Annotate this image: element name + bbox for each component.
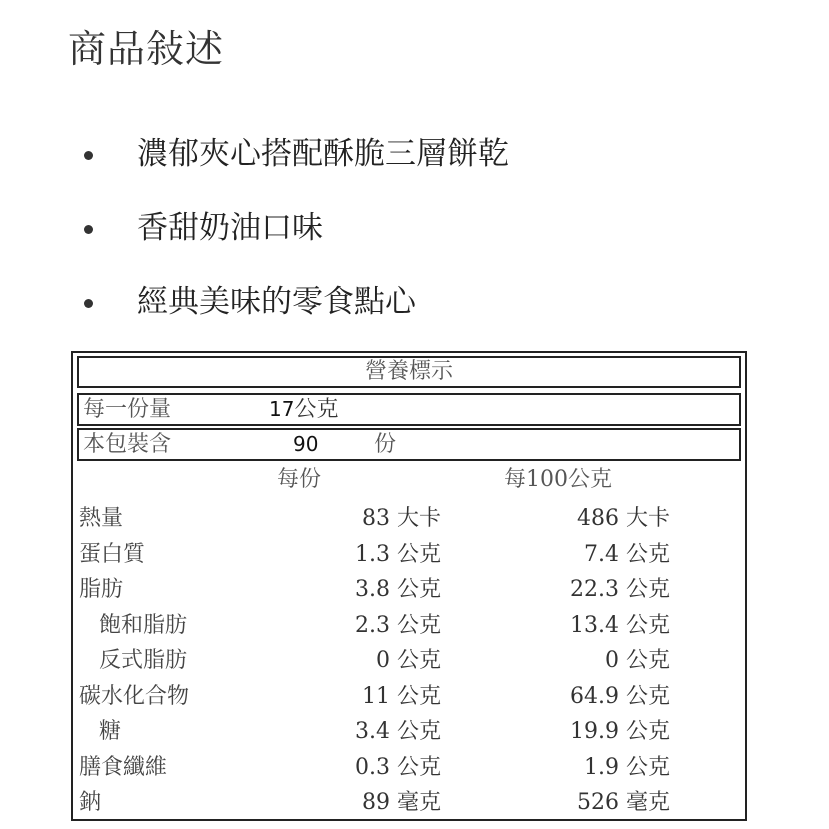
serving-size-unit: 公克: [294, 397, 339, 422]
per-serving-value: 3.4 公克: [355, 719, 441, 744]
per-100g-value: 526 毫克: [577, 790, 670, 815]
per-serving-value: 2.3 公克: [355, 612, 441, 638]
serving-size-number: 17: [269, 397, 295, 421]
nutrient-row-sugar: [73, 714, 745, 750]
bullet-icon: [84, 299, 93, 308]
nutrient-row-sodium: [73, 785, 745, 821]
nutrient-name: 飽和脂肪: [99, 612, 188, 638]
nutrient-name: 蛋白質: [79, 541, 146, 567]
nutrient-name: 熱量: [79, 506, 124, 531]
per-100g-value: 13.4 公克: [570, 612, 670, 638]
list-item: [80, 204, 780, 278]
nutrient-table: [73, 501, 745, 821]
feature-list: [80, 130, 780, 352]
list-item: [80, 278, 780, 352]
serving-size-value: [269, 395, 338, 424]
per-100g-value: 19.9 公克: [570, 719, 670, 744]
nutrition-facts-panel: [71, 351, 747, 821]
per-100g-value: 22.3 公克: [570, 577, 670, 602]
servings-count: 90: [293, 432, 319, 456]
serving-size-label: 每一份量: [83, 397, 172, 422]
list-item: [80, 130, 780, 204]
per-100g-value: 64.9 公克: [570, 683, 670, 709]
nutrient-row-dietary-fiber: [73, 750, 745, 786]
per-serving-value: 89 毫克: [362, 790, 441, 815]
feature-text: 濃郁夾心搭配酥脆三層餅乾: [137, 136, 509, 172]
per-100g-value: 1.9 公克: [584, 754, 670, 780]
nutrient-row-trans-fat: [73, 643, 745, 679]
servings-label: 本包裝含: [83, 432, 172, 457]
per-100g-value: 7.4 公克: [584, 541, 670, 567]
nutrient-row-protein: [73, 537, 745, 573]
nutrient-name: 糖: [99, 719, 122, 744]
serving-size-row: [77, 393, 741, 426]
nutrient-name: 反式脂肪: [99, 648, 188, 673]
per-serving-value: 83 大卡: [362, 506, 441, 531]
per-serving-value: 11 公克: [362, 683, 441, 709]
feature-text: 香甜奶油口味: [137, 210, 323, 246]
bullet-icon: [84, 151, 93, 160]
nutrient-row-calories: [73, 501, 745, 537]
feature-text: 經典美味的零食點心: [137, 284, 416, 320]
nutrient-name: 碳水化合物: [79, 683, 190, 709]
per-serving-value: 1.3 公克: [355, 541, 441, 567]
nutrient-row-carbohydrate: [73, 679, 745, 715]
column-header-per-serving: 每份: [277, 467, 322, 492]
nutrient-name: 鈉: [79, 790, 102, 815]
per-100g-value: 0 公克: [605, 648, 670, 673]
per-serving-value: 0.3 公克: [355, 754, 441, 780]
nutrient-name: 膳食纖維: [79, 754, 168, 780]
nutrient-row-fat: [73, 572, 745, 608]
column-header-per-100g: 每100公克: [504, 467, 612, 492]
nutrient-row-saturated-fat: [73, 608, 745, 644]
nutrition-title: 營養標示: [77, 356, 741, 388]
per-100g-value: 486 大卡: [577, 506, 670, 531]
per-serving-value: 3.8 公克: [355, 577, 441, 602]
servings-per-package-row: [77, 428, 741, 461]
bullet-icon: [84, 225, 93, 234]
per-serving-value: 0 公克: [376, 648, 441, 673]
nutrient-name: 脂肪: [79, 577, 124, 602]
servings-unit: 份: [374, 432, 397, 457]
page-title: 商品敍述: [68, 27, 225, 71]
